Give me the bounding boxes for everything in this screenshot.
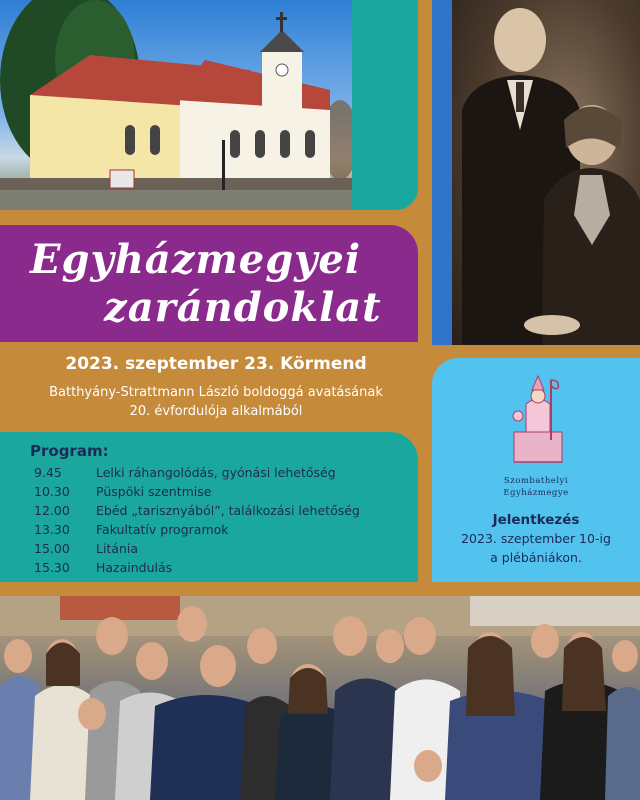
program-time: 10.30 — [34, 484, 70, 499]
teal-accent-panel — [352, 0, 418, 210]
blue-accent-bar — [432, 0, 452, 345]
diocese-name-line-2: Egyházmegye — [503, 488, 569, 498]
program-time: 15.30 — [34, 560, 70, 575]
pilgrims-crowd-photo — [0, 596, 640, 800]
occasion-line-2: 20. évfordulója alkalmából — [129, 404, 303, 419]
historic-portrait-photo — [452, 0, 640, 345]
program-text: Ebéd „tarisznyából”, találkozási lehetőség — [96, 503, 360, 518]
program-text: Püspöki szentmise — [96, 484, 212, 499]
church-photo — [0, 0, 352, 210]
program-text: Fakultatív programok — [96, 522, 229, 537]
program-time: 15.00 — [34, 541, 70, 556]
occasion-line-1: Batthyány-Strattmann László boldoggá avatásának — [49, 385, 383, 400]
program-text: Litánia — [96, 541, 139, 556]
title-line-2: zarándoklat — [104, 284, 382, 331]
program-text: Hazaindulás — [96, 560, 173, 575]
program-time: 12.00 — [34, 503, 70, 518]
event-date-place: 2023. szeptember 23. Körmend — [65, 354, 367, 374]
program-time: 9.45 — [34, 465, 62, 480]
registration-title: Jelentkezés — [492, 512, 580, 528]
title-line-1: Egyházmegyei — [30, 236, 362, 283]
diocese-name-line-1: Szombathelyi — [503, 476, 569, 486]
bishop-seal-icon — [506, 372, 570, 468]
registration-deadline: 2023. szeptember 10-ig — [461, 531, 611, 546]
program-text: Lelki ráhangolódás, gyónási lehetőség — [96, 465, 336, 480]
program-heading: Program: — [30, 442, 109, 460]
program-time: 13.30 — [34, 522, 70, 537]
registration-location: a plébániákon. — [490, 550, 582, 565]
